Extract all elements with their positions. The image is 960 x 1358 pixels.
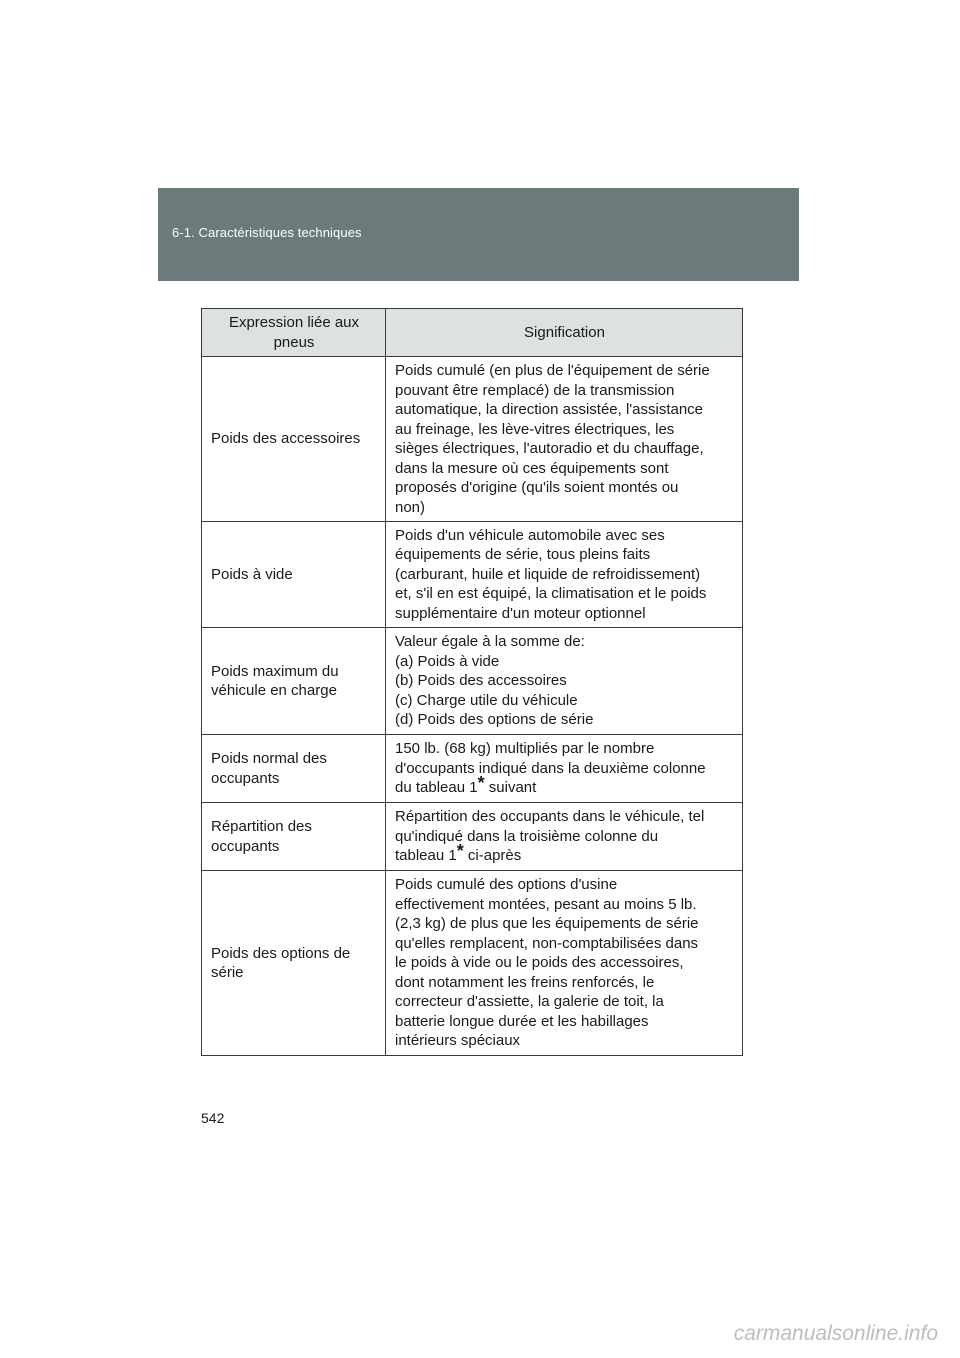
table-row: [202, 871, 743, 1056]
meaning-line: Répartition des occupants dans le véhicule, tel: [395, 808, 705, 826]
term-label: occupants: [211, 769, 280, 787]
meaning-cell: [386, 735, 743, 803]
term-label: Poids des accessoires: [211, 430, 361, 448]
meaning-line: (c) Charge utile du véhicule: [395, 691, 578, 709]
meaning-line: intérieurs spéciaux: [395, 1032, 521, 1050]
meaning-cell: [386, 522, 743, 628]
meaning-line: dans la mesure où ces équipements sont: [395, 459, 669, 477]
column-header-meaning: Signification: [386, 309, 743, 357]
table-header-row: [202, 309, 743, 357]
meaning-cell: [386, 803, 743, 871]
meaning-line: ci-après: [467, 847, 522, 865]
footnote-star: *: [456, 841, 464, 862]
term-label: Poids maximum du: [211, 662, 339, 680]
meaning-line: tableau 1: [395, 847, 457, 865]
meaning-line: (carburant, huile et liquide de refroidissement): [395, 565, 701, 583]
term-label: Répartition des: [211, 818, 312, 835]
meaning-line: correcteur d'assiette, la galerie de toit, la: [395, 993, 664, 1011]
table-row: [202, 357, 743, 522]
term-label: Poids des options de: [211, 944, 351, 962]
meaning-line: batterie longue durée et les habillages: [395, 1012, 649, 1030]
tire-terms-table: [201, 308, 743, 1056]
term-cell: [202, 628, 386, 735]
footnote-star: *: [477, 773, 485, 794]
meaning-line: Valeur égale à la somme de:: [395, 633, 585, 651]
meaning-line: suivant: [488, 779, 537, 797]
meaning-line: proposés d'origine (qu'ils soient montés ou: [395, 479, 679, 496]
table-row: [202, 522, 743, 628]
meaning-cell: [386, 357, 743, 522]
meaning-line: non): [395, 498, 426, 516]
term-cell: [202, 357, 386, 522]
term-cell: [202, 735, 386, 803]
table-row: [202, 628, 743, 735]
term-label: Poids à vide: [211, 565, 293, 583]
term-label: occupants: [211, 837, 280, 855]
meaning-line: d'occupants indiqué dans la deuxième colonne: [395, 759, 706, 777]
watermark-text: carmanualsonline.info: [733, 1322, 938, 1345]
meaning-line: le poids à vide ou le poids des accessoires,: [395, 954, 684, 972]
meaning-line: dont notamment les freins renforcés, le: [395, 973, 655, 991]
meaning-line: (d) Poids des options de série: [395, 711, 594, 729]
meaning-line: du tableau 1: [395, 779, 478, 797]
column-header-term: Expression liée aux pneus: [202, 309, 386, 357]
meaning-line: au freinage, les lève-vitres électriques, les: [395, 420, 675, 438]
meaning-line: sièges électriques, l'autoradio et du chauffage,: [395, 440, 704, 457]
meaning-line: effectivement montées, pesant au moins 5 lb.: [395, 895, 697, 913]
meaning-line: et, s'il en est équipé, la climatisation et le poids: [395, 585, 707, 603]
term-cell: [202, 871, 386, 1056]
meaning-line: automatique, la direction assistée, l'assistance: [395, 401, 704, 418]
section-title: 6-1. Caractéristiques techniques: [172, 225, 362, 240]
section-header-band: [158, 188, 799, 281]
term-cell: [202, 803, 386, 871]
meaning-line: (a) Poids à vide: [395, 652, 500, 670]
meaning-line: 150 lb. (68 kg) multipliés par le nombre: [395, 740, 655, 758]
meaning-line: pouvant être remplacé) de la transmission: [395, 381, 675, 399]
meaning-line: supplémentaire d'un moteur optionnel: [395, 604, 646, 622]
meaning-line: qu'indiqué dans la troisième colonne du: [395, 827, 659, 845]
meaning-cell: [386, 628, 743, 735]
term-label: véhicule en charge: [211, 682, 337, 699]
meaning-line: (b) Poids des accessoires: [395, 672, 567, 690]
meaning-line: (2,3 kg) de plus que les équipements de série: [395, 915, 699, 933]
meaning-line: équipements de série, tous pleins faits: [395, 546, 651, 564]
table-row: [202, 735, 743, 803]
term-label: série: [211, 964, 244, 981]
term-label: Poids normal des: [211, 750, 327, 767]
meaning-cell: [386, 871, 743, 1056]
term-cell: [202, 522, 386, 628]
meaning-line: Poids d'un véhicule automobile avec ses: [395, 526, 665, 544]
page-number: 542: [201, 1110, 225, 1126]
meaning-line: Poids cumulé des options d'usine: [395, 876, 618, 894]
table-row: [202, 803, 743, 871]
meaning-line: qu'elles remplacent, non-comptabilisées dans: [395, 934, 699, 952]
meaning-line: Poids cumulé (en plus de l'équipement de série: [395, 362, 710, 379]
